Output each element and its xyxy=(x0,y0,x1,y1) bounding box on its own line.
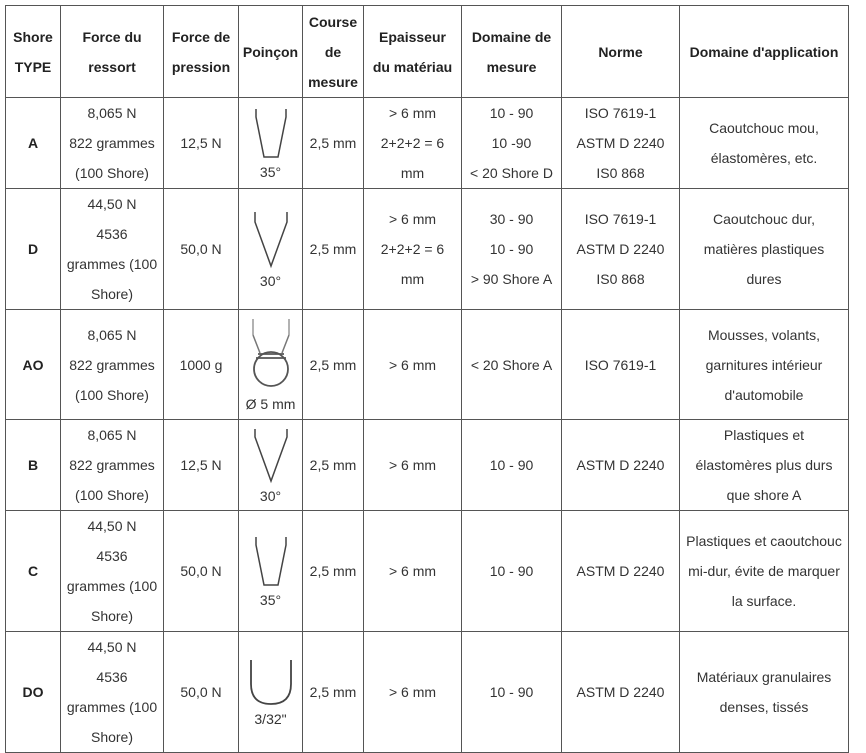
cell-domaine-mesure: 10 - 90 xyxy=(462,511,562,632)
cell-application: Mousses, volants, garnitures intérieur d'automobile xyxy=(680,310,849,420)
cell-course: 2,5 mm xyxy=(303,632,364,753)
cell-force-pression: 12,5 N xyxy=(164,420,239,511)
cell-domaine-mesure: 10 - 90 xyxy=(462,420,562,511)
cell-norme: ISO 7619-1 ASTM D 2240 IS0 868 xyxy=(562,98,680,189)
cell-poincon xyxy=(239,189,303,310)
cell-force-pression: 50,0 N xyxy=(164,189,239,310)
cell-force-ressort: 44,50 N 4536 grammes (100 Shore) xyxy=(61,511,164,632)
cell-application: Caoutchouc dur, matières plastiques dures xyxy=(680,189,849,310)
indenter-label: 30° xyxy=(259,488,282,504)
cell-poincon xyxy=(239,632,303,753)
header-domaine-application: Domaine d'application xyxy=(680,6,849,98)
table-row xyxy=(6,98,849,189)
cell-norme: ASTM D 2240 xyxy=(562,420,680,511)
cell-epaisseur: > 6 mm xyxy=(364,511,462,632)
table-row xyxy=(6,511,849,632)
cell-norme: ISO 7619-1 xyxy=(562,310,680,420)
rounded-indenter-icon xyxy=(244,656,298,708)
header-domaine-mesure: Domaine de mesure xyxy=(462,6,562,98)
table-row xyxy=(6,632,849,753)
cell-norme: ISO 7619-1 ASTM D 2240 IS0 868 xyxy=(562,189,680,310)
cone-35-truncated-indenter-icon xyxy=(246,533,296,589)
cell-force-ressort: 44,50 N 4536 grammes (100 Shore) xyxy=(61,189,164,310)
table-row xyxy=(6,420,849,511)
cell-force-ressort: 8,065 N 822 grammes (100 Shore) xyxy=(61,420,164,511)
shore-hardness-table xyxy=(5,5,849,753)
cell-shore-type: DO xyxy=(6,632,61,753)
header-row xyxy=(6,6,849,98)
cell-force-pression: 50,0 N xyxy=(164,511,239,632)
cell-norme: ASTM D 2240 xyxy=(562,632,680,753)
cell-poincon xyxy=(239,310,303,420)
cone-30-pointed-indenter-icon xyxy=(246,425,296,485)
cell-course: 2,5 mm xyxy=(303,420,364,511)
indenter-label: 3/32" xyxy=(254,711,287,727)
cell-shore-type: C xyxy=(6,511,61,632)
indenter-label: 35° xyxy=(259,164,282,180)
cell-course: 2,5 mm xyxy=(303,98,364,189)
cell-course: 2,5 mm xyxy=(303,511,364,632)
cell-force-ressort: 44,50 N 4536 grammes (100 Shore) xyxy=(61,632,164,753)
cell-application: Caoutchouc mou, élastomères, etc. xyxy=(680,98,849,189)
cell-application: Plastiques et élastomères plus durs que shore A xyxy=(680,420,849,511)
header-force-ressort: Force du ressort xyxy=(61,6,164,98)
cell-norme: ASTM D 2240 xyxy=(562,511,680,632)
cell-force-pression: 50,0 N xyxy=(164,632,239,753)
header-course: Course de mesure xyxy=(303,6,364,98)
cell-poincon xyxy=(239,420,303,511)
cell-application: Matériaux granulaires denses, tissés xyxy=(680,632,849,753)
cell-shore-type: D xyxy=(6,189,61,310)
indenter-label: Ø 5 mm xyxy=(245,395,296,412)
cell-epaisseur: > 6 mm xyxy=(364,310,462,420)
cell-shore-type: A xyxy=(6,98,61,189)
cell-shore-type: B xyxy=(6,420,61,511)
ball-indenter-icon xyxy=(244,317,298,393)
cell-poincon xyxy=(239,98,303,189)
header-poincon: Poinçon xyxy=(239,6,303,98)
cell-force-pression: 12,5 N xyxy=(164,98,239,189)
cell-domaine-mesure: 30 - 90 10 - 90 > 90 Shore A xyxy=(462,189,562,310)
cell-epaisseur: > 6 mm 2+2+2 = 6 mm xyxy=(364,98,462,189)
cell-force-ressort: 8,065 N 822 grammes (100 Shore) xyxy=(61,98,164,189)
cell-domaine-mesure: 10 - 90 xyxy=(462,632,562,753)
header-shore-type: Shore TYPE xyxy=(6,6,61,98)
cell-course: 2,5 mm xyxy=(303,189,364,310)
header-norme: Norme xyxy=(562,6,680,98)
header-epaisseur: Epaisseur du matériau xyxy=(364,6,462,98)
cell-poincon xyxy=(239,511,303,632)
cell-epaisseur: > 6 mm xyxy=(364,420,462,511)
table-row xyxy=(6,310,849,420)
cell-shore-type: AO xyxy=(6,310,61,420)
cell-epaisseur: > 6 mm 2+2+2 = 6 mm xyxy=(364,189,462,310)
indenter-label: 30° xyxy=(259,273,282,289)
cell-domaine-mesure: < 20 Shore A xyxy=(462,310,562,420)
cell-course: 2,5 mm xyxy=(303,310,364,420)
cell-domaine-mesure: 10 - 90 10 -90 < 20 Shore D xyxy=(462,98,562,189)
indenter-label: 35° xyxy=(259,592,282,608)
cell-application: Plastiques et caoutchouc mi-dur, évite de marquer la surface. xyxy=(680,511,849,632)
cell-force-pression: 1000 g xyxy=(164,310,239,420)
cone-35-truncated-indenter-icon xyxy=(246,105,296,161)
cell-epaisseur: > 6 mm xyxy=(364,632,462,753)
table-row xyxy=(6,189,849,310)
header-force-pression: Force de pression xyxy=(164,6,239,98)
cell-force-ressort: 8,065 N 822 grammes (100 Shore) xyxy=(61,310,164,420)
cone-30-pointed-indenter-icon xyxy=(246,208,296,270)
